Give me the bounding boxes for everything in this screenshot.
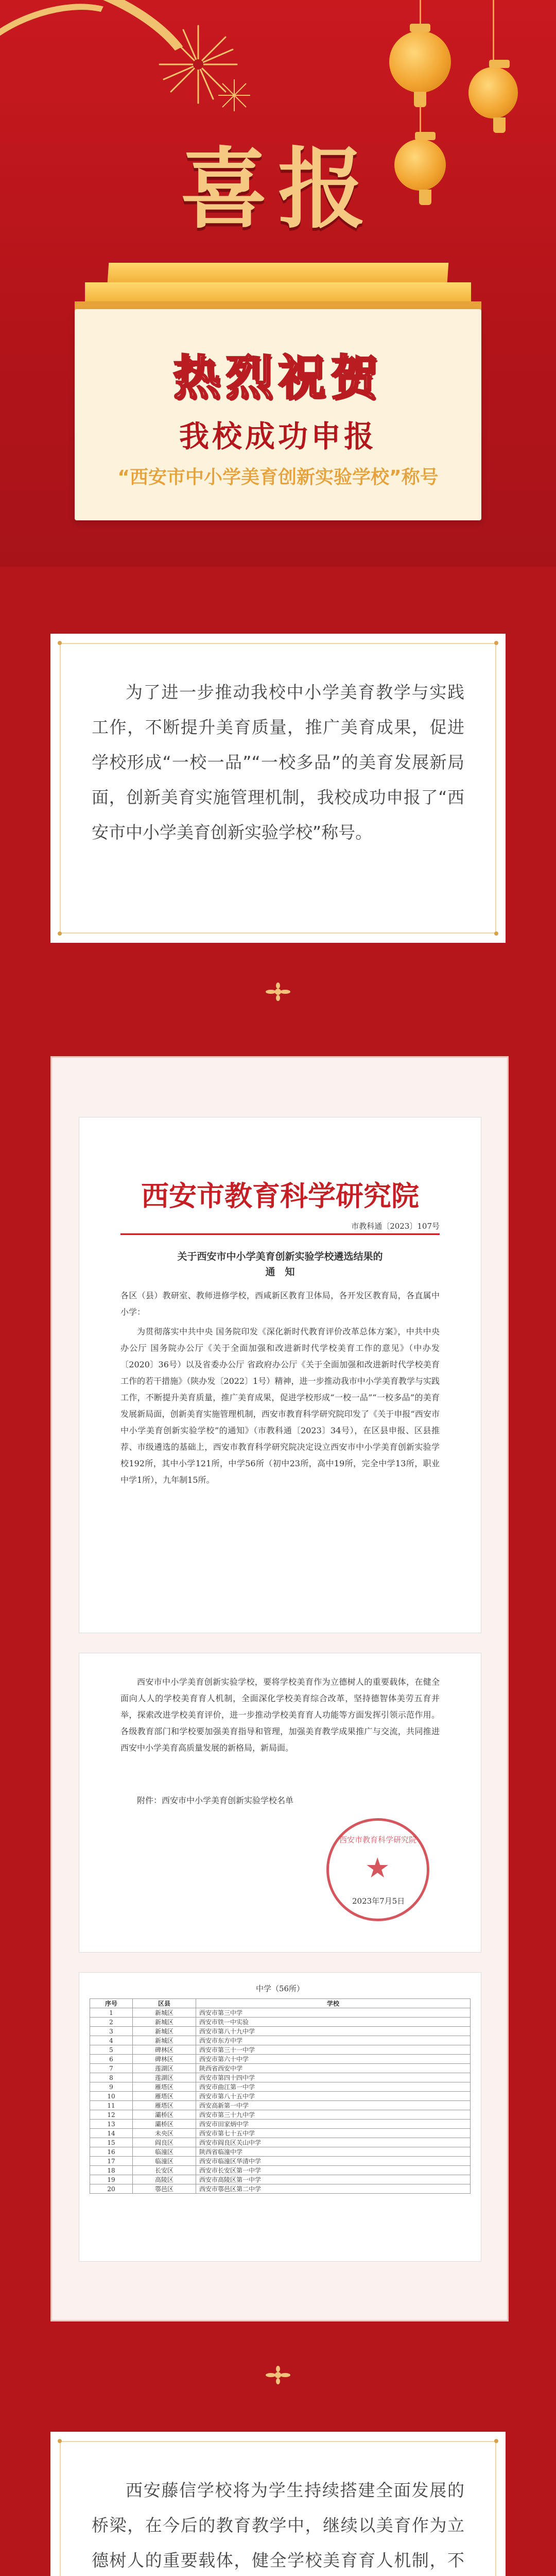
table-cell: 西安市鄠邑区第二中学 xyxy=(196,2184,471,2194)
table-row xyxy=(90,2064,471,2073)
document-page-3 xyxy=(79,1972,481,2262)
table-row xyxy=(90,2036,471,2045)
table-cell: 西安市第八十五中学 xyxy=(196,2092,471,2101)
notice-title-2: 通 知 xyxy=(265,1266,295,1278)
headline: 热烈祝贺 xyxy=(172,350,383,405)
table-cell: 雁塔区 xyxy=(133,2101,196,2110)
table-cell: 新城区 xyxy=(133,2008,196,2018)
table-cell: 新城区 xyxy=(133,2018,196,2027)
table-header-cell: 区县 xyxy=(133,1999,196,2008)
table-row xyxy=(90,2120,471,2129)
table-cell: 西安市东方中学 xyxy=(196,2036,471,2045)
lantern-string xyxy=(493,0,494,62)
document-org-title: 西安市教育科学研究院 xyxy=(141,1179,419,1212)
table-cell: 灞桥区 xyxy=(133,2120,196,2129)
table-cell: 西安市高陵区第一中学 xyxy=(196,2175,471,2184)
table-cell: 15 xyxy=(90,2138,133,2147)
table-row xyxy=(90,2147,471,2157)
table-row xyxy=(90,2008,471,2018)
table-row xyxy=(90,2157,471,2166)
table-cell: 长安区 xyxy=(133,2166,196,2175)
table-cell: 11 xyxy=(90,2101,133,2110)
corner-dot xyxy=(494,931,498,936)
table-cell: 9 xyxy=(90,2082,133,2092)
table-cell: 新城区 xyxy=(133,2027,196,2036)
award-name: “西安市中小学美育创新实验学校”称号 xyxy=(117,467,439,488)
table-cell: 鄠邑区 xyxy=(133,2184,196,2194)
headline-card xyxy=(75,309,481,520)
table-row xyxy=(90,2175,471,2184)
table-header-row xyxy=(90,1999,471,2008)
table-row xyxy=(90,2184,471,2194)
subtitle: 我校成功申报 xyxy=(179,419,377,454)
table-cell: 14 xyxy=(90,2129,133,2138)
intro-card xyxy=(50,634,506,943)
table-cell: 20 xyxy=(90,2184,133,2194)
table-row xyxy=(90,2027,471,2036)
table-cell: 西安市第七十五中学 xyxy=(196,2129,471,2138)
lantern-icon xyxy=(389,31,451,93)
table-cell: 12 xyxy=(90,2110,133,2120)
table-cell: 莲湖区 xyxy=(133,2073,196,2082)
notice-body-1: 为贯彻落实中共中央 国务院印发《深化新时代教育评价改革总体方案》，中共中央办公厅 国务院办公厅《关于全面加强和改进新时代学校美育工作的意见》（中办发〔2020〕36号）以及省委办公厅 省政府办公厅《关于全面加强和改进新时代学校美育工作的若干措施》（陕办发〔2022〕1号）精神，进一步推动我市中小学美育教学与实践工作，不断提升美育质量，推广美育成果，促进学校形成“一校一品”“一校多品”的美育发展新局面，创新美育实施管理机制，西安市教育科学研究院印发了《关于申报“西安市中小学美育创新实验学校”的通知》（市教科通〔2023〕34号），在区县申报、区县推荐、市级遴选的基础上，西安市教育科学研究院决定设立西安市中小学美育创新实验学校192所，其中小学121所，中学56所（初中23所，高中19所，完全中学13所，职业中学1所），九年制15所。 xyxy=(120,1327,440,1485)
table-cell: 莲湖区 xyxy=(133,2064,196,2073)
notice-recipients: 各区（县）教研室、教师进修学校，西咸新区教育卫体局，各开发区教育局，各直属中小学： xyxy=(120,1291,440,1317)
table-cell: 西安市临潼区华清中学 xyxy=(196,2157,471,2166)
table-cell: 临潼区 xyxy=(133,2157,196,2166)
table-row xyxy=(90,2073,471,2082)
corner-dot xyxy=(58,931,62,936)
table-cell: 雁塔区 xyxy=(133,2092,196,2101)
table-row xyxy=(90,2129,471,2138)
table-cell: 10 xyxy=(90,2092,133,2101)
table-cell: 高陵区 xyxy=(133,2175,196,2184)
table-cell: 临潼区 xyxy=(133,2147,196,2157)
table-cell: 西安市第三十一中学 xyxy=(196,2045,471,2055)
table-row xyxy=(90,2166,471,2175)
table-cell: 碑林区 xyxy=(133,2045,196,2055)
table-row xyxy=(90,2138,471,2147)
table-cell: 碑林区 xyxy=(133,2055,196,2064)
table-cell: 西安市第四十四中学 xyxy=(196,2073,471,2082)
ornament-divider-icon xyxy=(263,981,293,1002)
table-cell: 2 xyxy=(90,2018,133,2027)
table-cell: 雁塔区 xyxy=(133,2082,196,2092)
corner-dot xyxy=(58,2439,62,2443)
lantern-icon xyxy=(468,67,518,118)
corner-dot xyxy=(494,641,498,645)
notice-title: 关于西安市中小学美育创新实验学校遴选结果的 xyxy=(177,1251,383,1262)
outro-card xyxy=(50,2432,506,2576)
firework-icon xyxy=(216,77,252,113)
header-banner xyxy=(0,0,556,567)
school-table xyxy=(90,1998,471,2194)
table-cell: 西安市田家炳中学 xyxy=(196,2120,471,2129)
table-cell: 4 xyxy=(90,2036,133,2045)
table-cell: 7 xyxy=(90,2064,133,2073)
table-cell: 陕西省西安中学 xyxy=(196,2064,471,2073)
intro-paragraph: 为了进一步推动我校中小学美育教学与实践工作，不断提升美育质量，推广美育成果，促进学校形成“一校一品”“一校多品”的美育发展新局面，创新美育实施管理机制，我校成功申报了“西安市中小学美育创新实验学校”称号。 xyxy=(92,682,464,842)
corner-dot xyxy=(494,2439,498,2443)
table-cell: 18 xyxy=(90,2166,133,2175)
table-row xyxy=(90,2110,471,2120)
document-page-2 xyxy=(79,1653,481,1953)
seal-star-icon: ★ xyxy=(365,1852,390,1884)
table-cell: 5 xyxy=(90,2045,133,2055)
table-cell: 西安市第三中学 xyxy=(196,2008,471,2018)
table-cell: 19 xyxy=(90,2175,133,2184)
gold-bar-decoration xyxy=(85,282,471,303)
table-cell: 未央区 xyxy=(133,2129,196,2138)
table-header-cell: 序号 xyxy=(90,1999,133,2008)
table-cell: 16 xyxy=(90,2147,133,2157)
table-row xyxy=(90,2055,471,2064)
seal-text: 西安市教育科学研究院 xyxy=(339,1835,416,1844)
notice-body-2: 西安市中小学美育创新实验学校，要将学校美育作为立德树人的重要载体，在健全面向人人的学校美育育人机制，全面深化学校美育综合改革，坚持德智体美劳五育并举，探索改进学校美育评价，进一步推动学校美育育人功能等方面发挥引领示范作用。各级教育部门和学校要加强美育指导和管理，加强美育教学成果推广与交流，共同推进西安中小学美育高质量发展的新格局，新局面。 xyxy=(120,1677,440,1753)
table-cell: 西安市第八十九中学 xyxy=(196,2027,471,2036)
table-cell: 西安市曲江第一中学 xyxy=(196,2082,471,2092)
table-cell: 17 xyxy=(90,2157,133,2166)
table-cell: 西安市阎良区关山中学 xyxy=(196,2138,471,2147)
table-row xyxy=(90,2045,471,2055)
table-cell: 西安市铁一中实验 xyxy=(196,2018,471,2027)
table-row xyxy=(90,2092,471,2101)
notice-date: 2023年7月5日 xyxy=(352,1896,405,1906)
table-cell: 3 xyxy=(90,2027,133,2036)
table-caption: 中学（56所） xyxy=(255,1984,305,1993)
table-cell: 阎良区 xyxy=(133,2138,196,2147)
table-cell: 西安高新第一中学 xyxy=(196,2101,471,2110)
table-cell: 13 xyxy=(90,2120,133,2129)
table-cell: 1 xyxy=(90,2008,133,2018)
table-header-cell: 学校 xyxy=(196,1999,471,2008)
table-cell: 西安市第三十九中学 xyxy=(196,2110,471,2120)
table-cell: 新城区 xyxy=(133,2036,196,2045)
document-page-1 xyxy=(79,1117,481,1633)
page-title: 喜报 xyxy=(180,138,376,241)
table-row xyxy=(90,2101,471,2110)
table-row xyxy=(90,2018,471,2027)
notice-attachment: 附件：西安市中小学美育创新实验学校名单 xyxy=(137,1795,294,1805)
document-image-frame xyxy=(50,1056,509,2321)
table-cell: 西安市第六十中学 xyxy=(196,2055,471,2064)
table-cell: 6 xyxy=(90,2055,133,2064)
table-cell: 陕西省临潼中学 xyxy=(196,2147,471,2157)
table-cell: 灞桥区 xyxy=(133,2110,196,2120)
ornament-divider-icon xyxy=(263,2365,293,2385)
outro-paragraph: 西安藤信学校将为学生持续搭建全面发展的桥梁，在今后的教育教学中，继续以美育作为立德树人的重要载体，健全学校美育育人机制，不 xyxy=(92,2480,464,2570)
corner-dot xyxy=(58,641,62,645)
table-cell: 8 xyxy=(90,2073,133,2082)
school-table-body xyxy=(90,2008,471,2194)
gold-bar-decoration xyxy=(108,263,449,282)
table-cell: 西安市长安区第一中学 xyxy=(196,2166,471,2175)
lantern-string xyxy=(420,0,421,26)
document-number: 市教科通〔2023〕107号 xyxy=(351,1222,440,1231)
table-row xyxy=(90,2082,471,2092)
document-red-rule xyxy=(120,1233,440,1235)
